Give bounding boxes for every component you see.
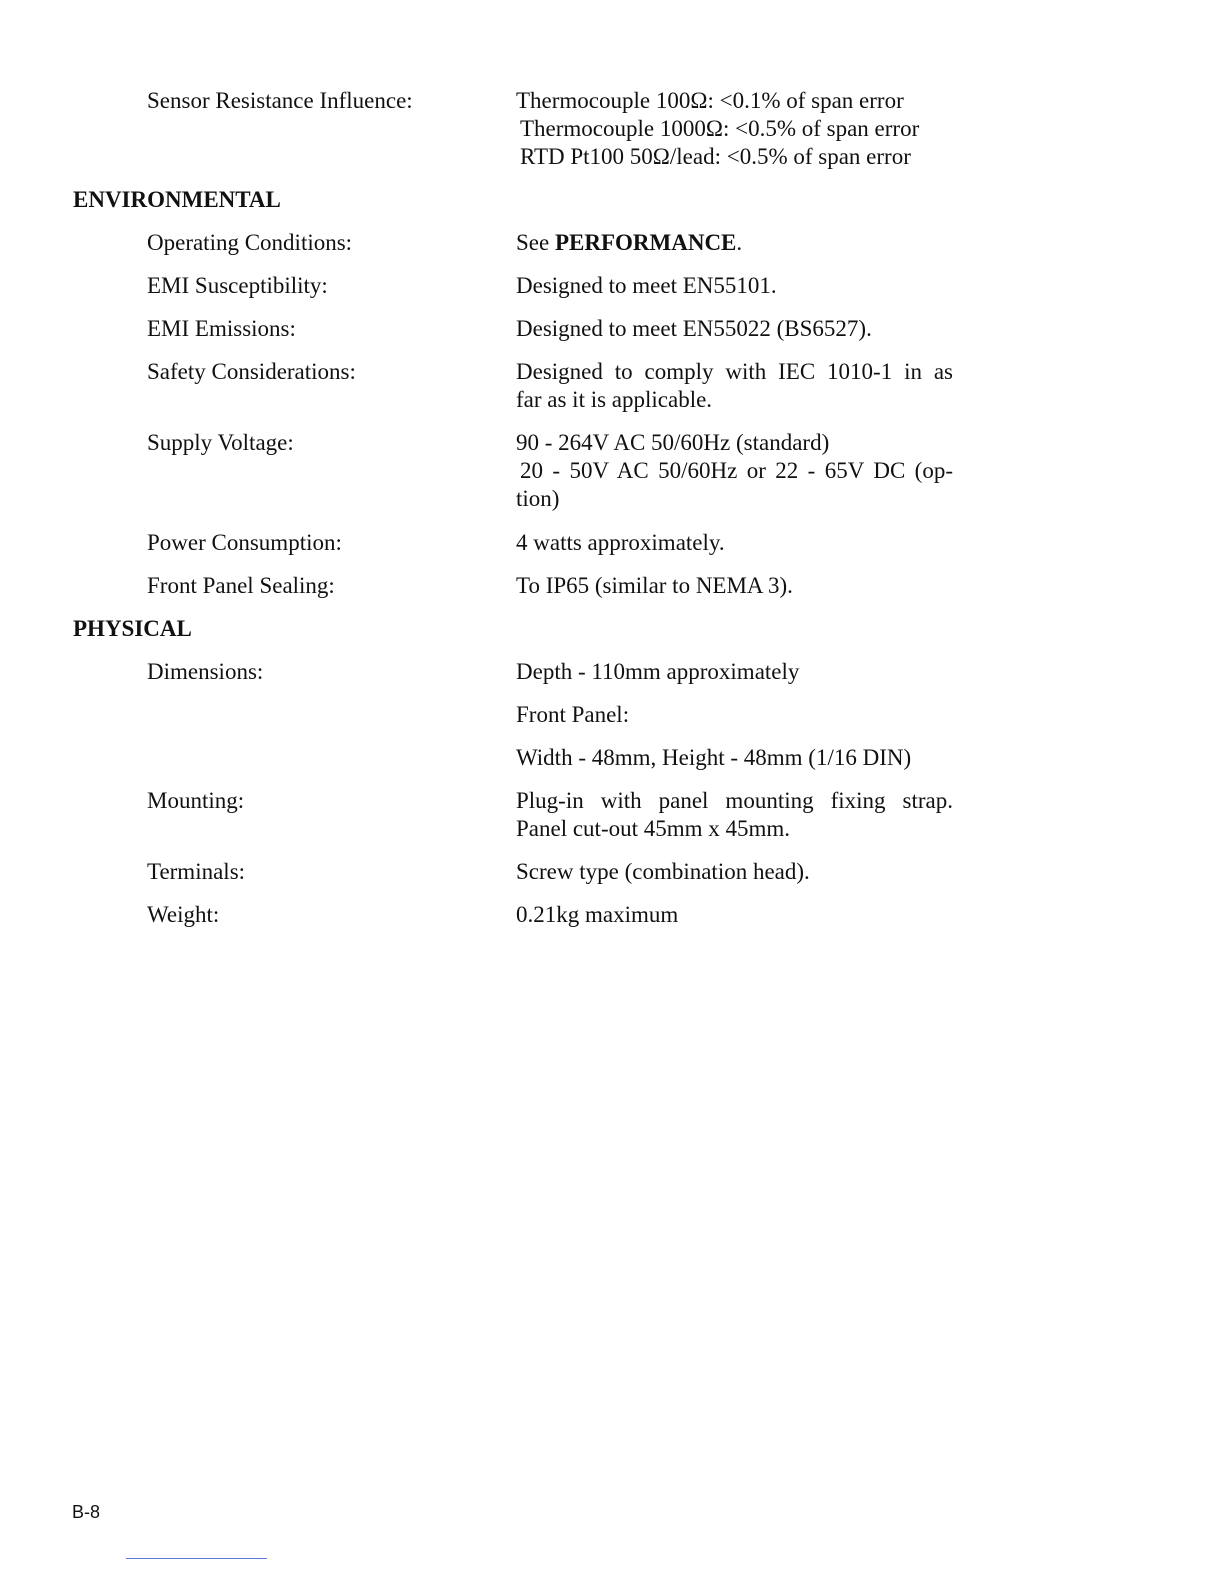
performance-reference: PERFORMANCE — [554, 230, 737, 255]
weight-value: 0.21kg maximum — [516, 902, 679, 927]
page-number: B-8 — [72, 1502, 101, 1522]
sensor-resistance-value-2: Thermocouple 1000Ω: <0.5% of span error — [520, 116, 920, 141]
supply-voltage-value-3: tion) — [516, 486, 560, 511]
emi-susceptibility-label: EMI Susceptibility: — [147, 273, 328, 298]
safety-value-line-1: Designed to comply with IEC 1010-1 in as — [516, 359, 953, 384]
operating-conditions-label: Operating Conditions: — [147, 230, 353, 255]
physical-heading: PHYSICAL — [73, 616, 192, 641]
emi-emissions-value: Designed to meet EN55022 (BS6527). — [516, 316, 872, 341]
dimensions-front-panel-label: Front Panel: — [516, 702, 630, 727]
operating-prefix: See — [516, 230, 550, 255]
operating-conditions-value — [516, 229, 742, 257]
sensor-resistance-label: Sensor Resistance Influence: — [147, 88, 413, 113]
sensor-resistance-value-1: Thermocouple 100Ω: <0.1% of span error — [516, 88, 904, 113]
supply-voltage-value-1: 90 - 264V AC 50/60Hz (standard) — [516, 430, 830, 455]
safety-value-line-2: far as it is applicable. — [516, 387, 713, 412]
operating-suffix: . — [736, 230, 743, 255]
emi-susceptibility-value: Designed to meet EN55101. — [516, 273, 777, 298]
mounting-label: Mounting: — [147, 788, 245, 813]
weight-label: Weight: — [147, 902, 220, 927]
dimensions-label: Dimensions: — [147, 659, 264, 684]
environmental-heading: ENVIRONMENTAL — [73, 187, 281, 212]
mounting-value-line-2: Panel cut-out 45mm x 45mm. — [516, 816, 791, 841]
supply-voltage-value-2-wrap — [520, 457, 953, 485]
power-consumption-value: 4 watts approximately. — [516, 530, 725, 555]
safety-considerations-label: Safety Considerations: — [147, 359, 356, 384]
sensor-resistance-value-3: RTD Pt100 50Ω/lead: <0.5% of span error — [520, 144, 911, 169]
front-panel-sealing-label: Front Panel Sealing: — [147, 573, 335, 598]
dimensions-front-panel-value: Width - 48mm, Height - 48mm (1/16 DIN) — [516, 745, 912, 770]
emi-emissions-label: EMI Emissions: — [147, 316, 296, 341]
front-panel-sealing-value: To IP65 (similar to NEMA 3). — [516, 573, 793, 598]
terminals-label: Terminals: — [147, 859, 246, 884]
safety-considerations-value — [516, 358, 953, 414]
footer-rule — [126, 1558, 267, 1559]
terminals-value: Screw type (combination head). — [516, 859, 810, 884]
supply-voltage-label: Supply Voltage: — [147, 430, 294, 455]
mounting-value — [516, 787, 953, 843]
supply-voltage-value-2: 20 - 50V AC 50/60Hz or 22 - 65V DC (op- — [520, 458, 953, 483]
power-consumption-label: Power Consumption: — [147, 530, 342, 555]
dimensions-depth-value: Depth - 110mm approximately — [516, 659, 800, 684]
mounting-value-line-1: Plug-in with panel mounting fixing strap. — [516, 788, 953, 813]
